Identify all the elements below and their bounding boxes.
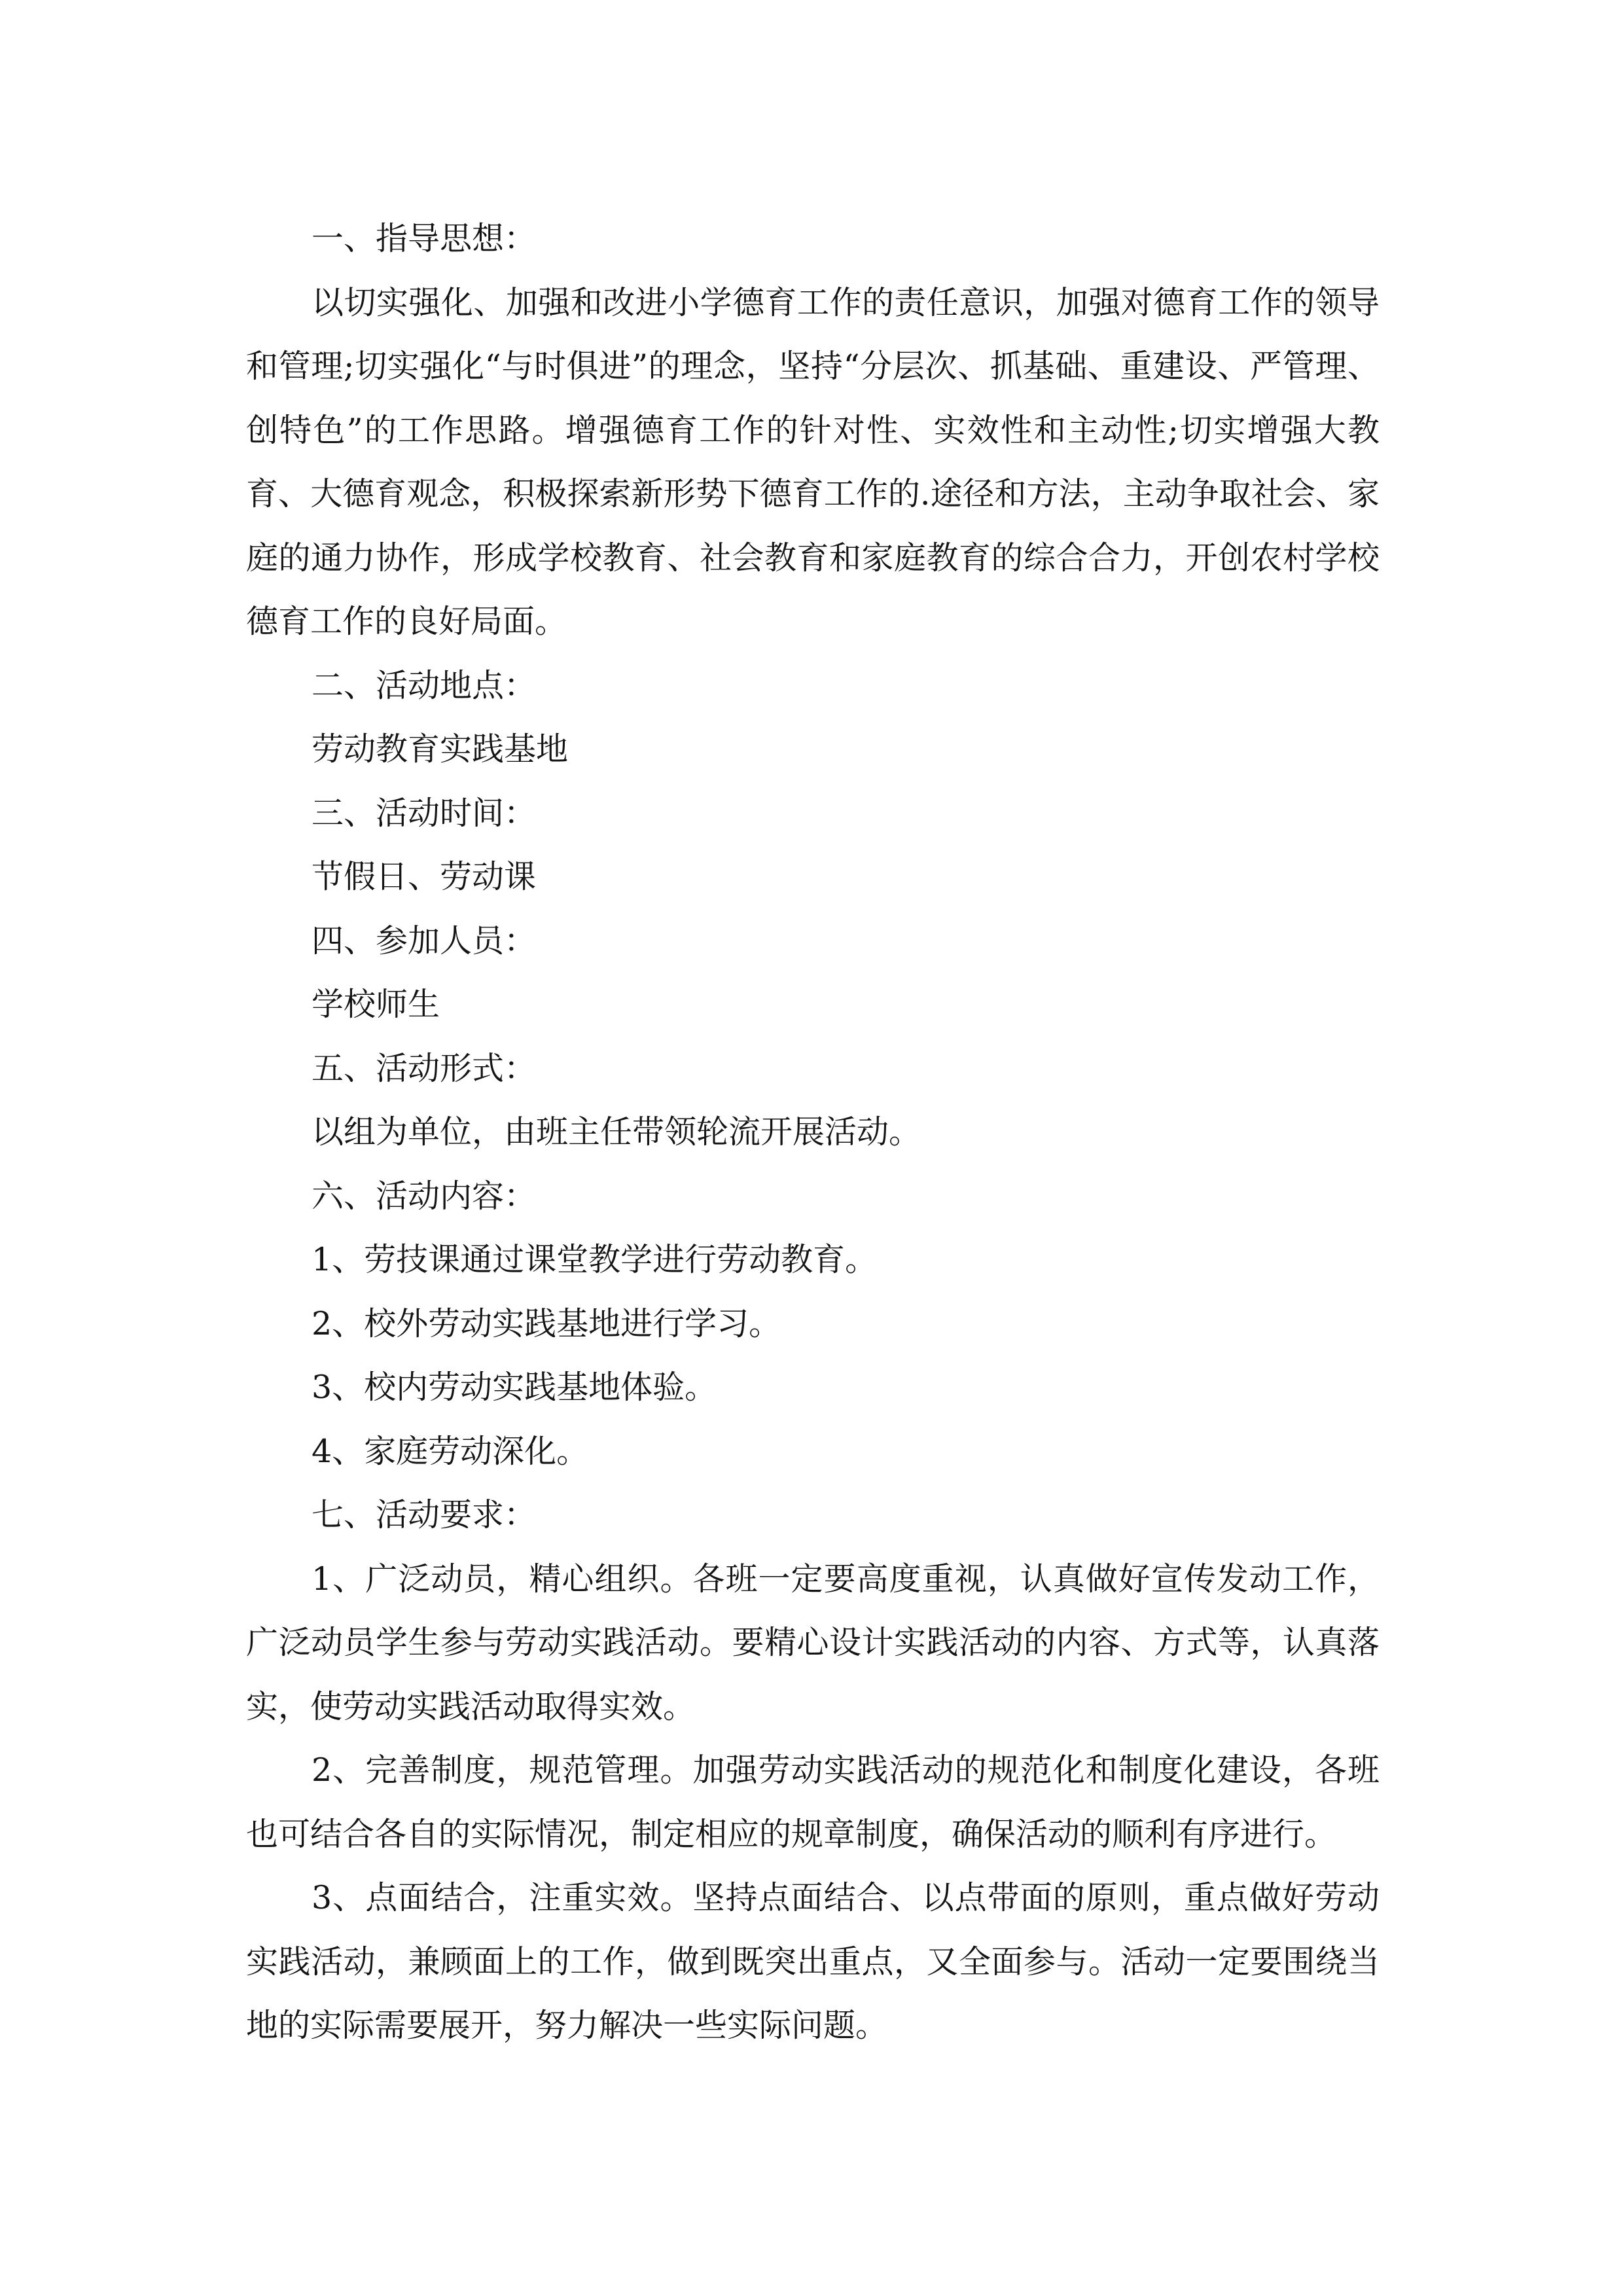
paragraph-location: 劳动教育实践基地 [312, 730, 569, 768]
paragraph-form: 以组为单位，由班主任带领轮流开展活动。 [312, 1113, 921, 1151]
paragraph-guiding-ideology: 以切实强化、加强和改进小学德育工作的责任意识，加强对德育工作的领导和管理;切实强化“与时俱进”的理念，坚持“分层次、抓基础、重建设、严管理、创特色”的工作思路。增强德育工作的针对性、实效性和主动性;切实增强大教育、大德育观念，积极探索新形势下德育工作的.途径和方法，主动争取社会、家庭的通力协作，形成学校教育、社会教育和家庭教育的综合合力，开创农村学校德育工作的良好局面。 [246, 283, 1380, 640]
paragraph-requirement-2: 2、完善制度，规范管理。加强劳动实践活动的规范化和制度化建设，各班也可结合各自的实际情况，制定相应的规章制度，确保活动的顺利有序进行。 [246, 1751, 1380, 1853]
section-heading-requirements: 七、活动要求： [312, 1496, 537, 1534]
section-heading-location: 二、活动地点： [312, 666, 537, 704]
paragraph-requirement-3: 3、点面结合，注重实效。坚持点面结合、以点带面的原则，重点做好劳动实践活动，兼顾面上的工作，做到既突出重点，又全面参与。活动一定要围绕当地的实际需要展开，努力解决一些实际问题。 [246, 1879, 1380, 2044]
section-heading-guiding-ideology: 一、指导思想： [312, 220, 537, 257]
list-item-content-3: 3、校内劳动实践基地体验。 [312, 1369, 717, 1406]
section-heading-content: 六、活动内容： [312, 1177, 537, 1215]
paragraph-time: 节假日、劳动课 [312, 858, 537, 895]
section-heading-form: 五、活动形式： [312, 1049, 537, 1087]
paragraph-requirement-1: 1、广泛动员，精心组织。各班一定要高度重视，认真做好宣传发动工作，广泛动员学生参与劳动实践活动。要精心设计实践活动的内容、方式等，认真落实，使劳动实践活动取得实效。 [246, 1560, 1380, 1725]
list-item-content-4: 4、家庭劳动深化。 [312, 1432, 589, 1470]
list-item-content-2: 2、校外劳动实践基地进行学习。 [312, 1304, 781, 1342]
paragraph-participants: 学校师生 [312, 986, 440, 1023]
list-item-content-1: 1、劳技课通过课堂教学进行劳动教育。 [312, 1241, 878, 1278]
document-body [246, 207, 1380, 2058]
section-heading-participants: 四、参加人员： [312, 922, 537, 960]
section-heading-time: 三、活动时间： [312, 794, 537, 832]
